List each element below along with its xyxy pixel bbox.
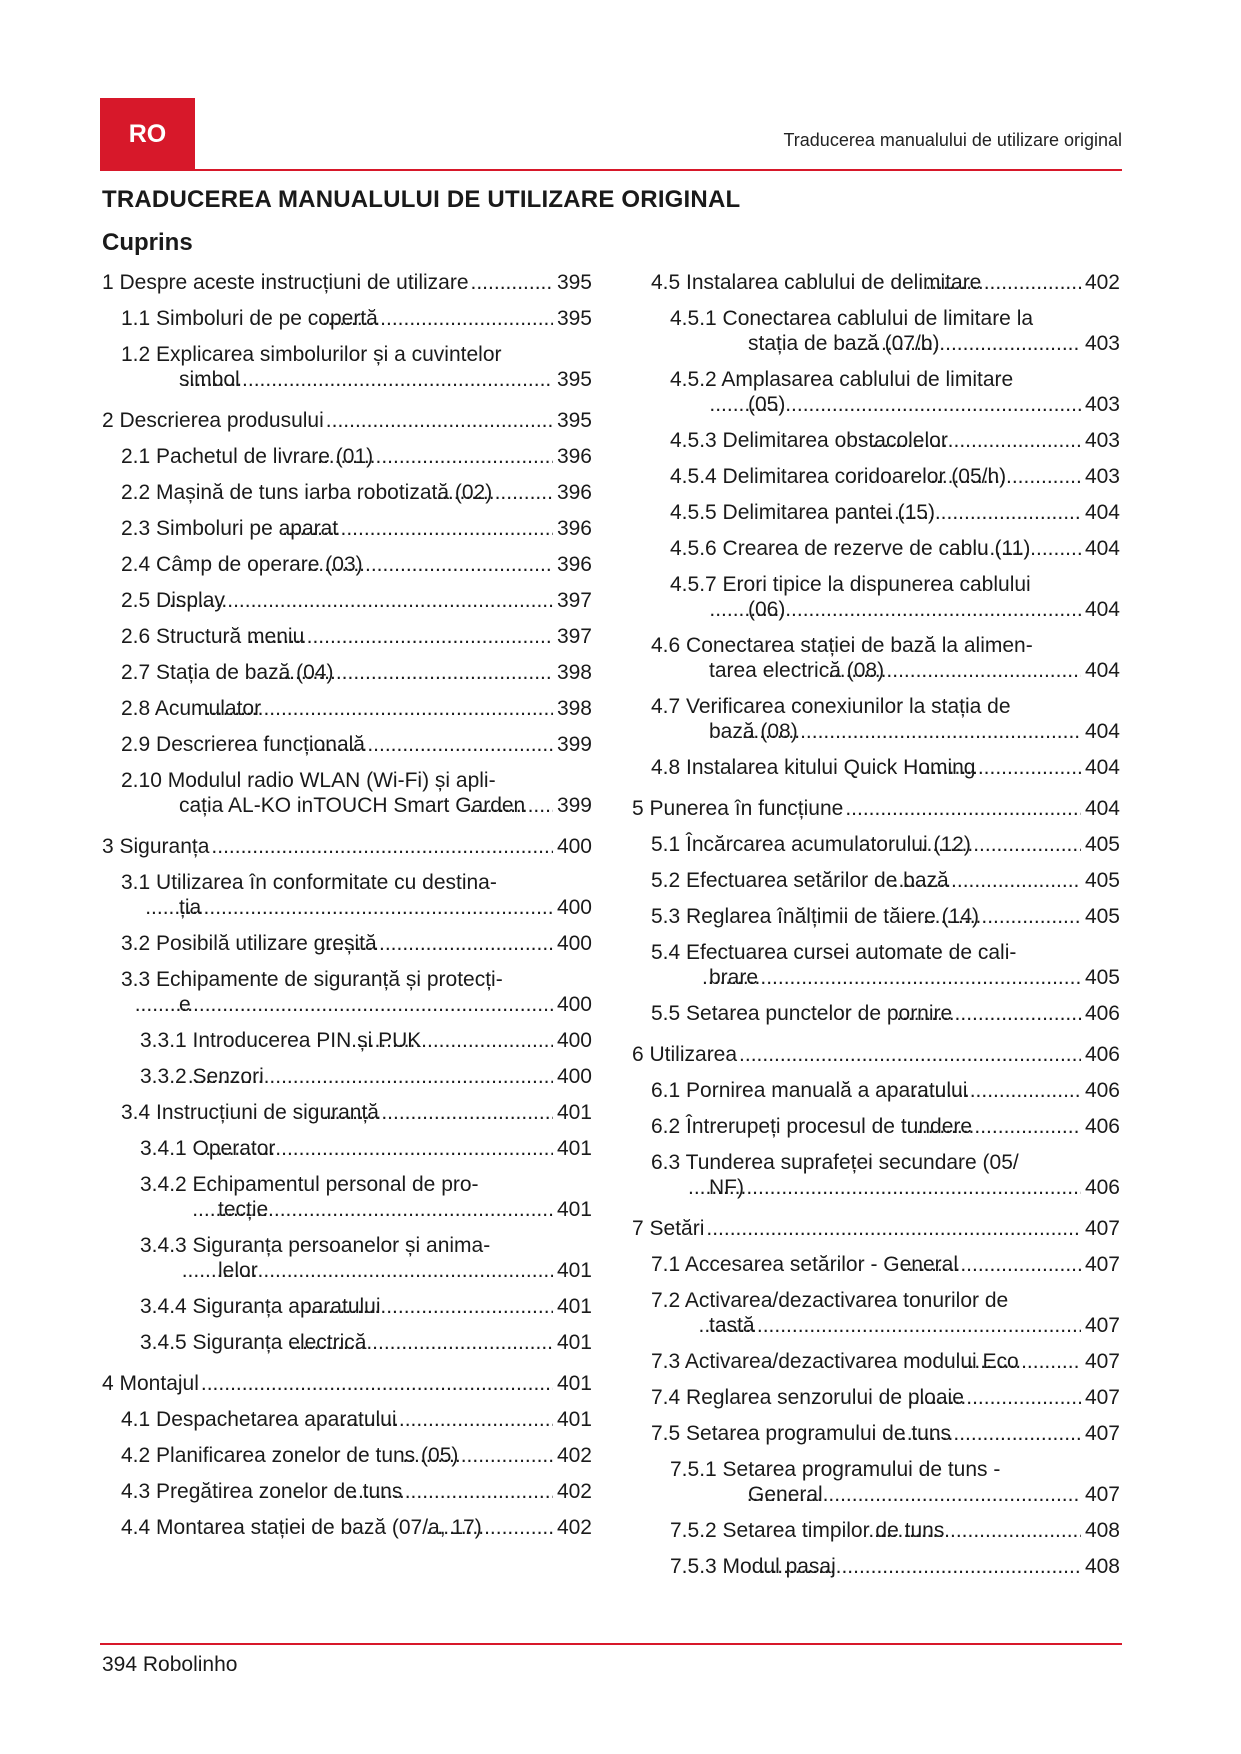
toc-entry[interactable] bbox=[632, 1349, 1120, 1374]
toc-entry[interactable] bbox=[102, 1371, 592, 1396]
toc-entry-page: 400 bbox=[556, 896, 592, 919]
toc-entry-page: 401 bbox=[556, 1408, 592, 1431]
toc-entry-title: 6 Utilizarea ..... bbox=[632, 1042, 1081, 1067]
toc-entry-page: 404 bbox=[1084, 756, 1120, 779]
toc-entry-title: 4 Montajul ..... bbox=[102, 1371, 553, 1396]
toc-entry[interactable] bbox=[102, 967, 592, 1017]
toc-entry[interactable] bbox=[632, 1288, 1120, 1338]
toc-entry-title: 3.4.1 Operator ..... bbox=[140, 1136, 553, 1161]
toc-entry-page: 407 bbox=[1084, 1350, 1120, 1373]
toc-entry-page: 403 bbox=[1084, 465, 1120, 488]
toc-entry-title: 3 Siguranța ..... bbox=[102, 834, 553, 859]
toc-entry-title: 2 Descrierea produsului ..... bbox=[102, 408, 553, 433]
toc-entry[interactable] bbox=[632, 270, 1120, 295]
toc-entry[interactable] bbox=[102, 1443, 592, 1468]
toc-entry-page: 404 bbox=[1084, 659, 1120, 682]
toc-entry[interactable] bbox=[632, 940, 1120, 990]
toc-entry-title: 4.5.1 Conectarea cablului de limitare la stația de bază (07/b) ..... bbox=[670, 306, 1081, 356]
toc-entry-page: 402 bbox=[556, 1516, 592, 1539]
toc-entry-page: 406 bbox=[1084, 1079, 1120, 1102]
toc-entry-title: 7.5.1 Setarea programului de tuns - General ..... bbox=[670, 1457, 1081, 1507]
toc-entry[interactable] bbox=[632, 1114, 1120, 1139]
toc-entry-page: 407 bbox=[1084, 1217, 1120, 1240]
toc-entry-page: 395 bbox=[556, 409, 592, 432]
toc-entry-title: 3.1 Utilizarea în conformitate cu destina- ția ..... bbox=[121, 870, 553, 920]
toc-entry-page: 396 bbox=[556, 517, 592, 540]
toc-entry-title: 2.8 Acumulator ..... bbox=[121, 696, 553, 721]
toc-entry-title: 6.2 Întrerupeți procesul de tundere ..... bbox=[651, 1114, 1081, 1139]
toc-entry-title: 5 Punerea în funcțiune ..... bbox=[632, 796, 1081, 821]
toc-entry-title: 7.4 Reglarea senzorului de ploaie ..... bbox=[651, 1385, 1081, 1410]
toc-entry-title: 5.3 Reglarea înălțimii de tăiere (14) ..... bbox=[651, 904, 1081, 929]
toc-entry-page: 402 bbox=[556, 1480, 592, 1503]
toc-entry-title: 3.4.2 Echipamentul personal de pro- tecție ..... bbox=[140, 1172, 553, 1222]
toc-entry-title: 3.3.1 Introducerea PIN și PUK ..... bbox=[140, 1028, 553, 1053]
toc-entry-page: 404 bbox=[1084, 537, 1120, 560]
toc-entry-title: 2.7 Stația de bază (04) ..... bbox=[121, 660, 553, 685]
toc-entry-page: 400 bbox=[556, 1029, 592, 1052]
toc-entry[interactable] bbox=[102, 306, 592, 331]
toc-entry-page: 402 bbox=[1084, 271, 1120, 294]
toc-entry-title: 3.4.5 Siguranța electrică ..... bbox=[140, 1330, 553, 1355]
toc-entry[interactable] bbox=[102, 1172, 592, 1222]
toc-entry-page: 407 bbox=[1084, 1253, 1120, 1276]
toc-entry-title: 4.8 Instalarea kitului Quick Homing ..... bbox=[651, 755, 1081, 780]
toc-entry[interactable] bbox=[632, 572, 1120, 622]
document-title: TRADUCEREA MANUALULUI DE UTILIZARE ORIGINAL bbox=[102, 186, 741, 213]
toc-entry[interactable] bbox=[632, 367, 1120, 417]
toc-entry-page: 399 bbox=[556, 733, 592, 756]
toc-entry-page: 404 bbox=[1084, 501, 1120, 524]
toc-entry[interactable] bbox=[102, 931, 592, 956]
toc-entry[interactable] bbox=[102, 1407, 592, 1432]
contents-heading: Cuprins bbox=[102, 229, 193, 256]
toc-entry-title: 5.2 Efectuarea setărilor de bază ..... bbox=[651, 868, 1081, 893]
toc-entry-page: 408 bbox=[1084, 1555, 1120, 1578]
toc-entry[interactable] bbox=[102, 1100, 592, 1125]
toc-entry[interactable] bbox=[632, 1001, 1120, 1026]
toc-entry-page: 401 bbox=[556, 1372, 592, 1395]
toc-entry-page: 405 bbox=[1084, 833, 1120, 856]
toc-entry[interactable] bbox=[102, 768, 592, 818]
toc-entry-page: 406 bbox=[1084, 1002, 1120, 1025]
toc-entry[interactable] bbox=[102, 1515, 592, 1540]
toc-entry-title: 7 Setări ..... bbox=[632, 1216, 1081, 1241]
toc-entry-page: 400 bbox=[556, 993, 592, 1016]
toc-entry-title: 2.1 Pachetul de livrare (01) ..... bbox=[121, 444, 553, 469]
toc-entry-page: 398 bbox=[556, 661, 592, 684]
toc-entry-page: 408 bbox=[1084, 1519, 1120, 1542]
toc-entry[interactable] bbox=[102, 480, 592, 505]
toc-entry-page: 401 bbox=[556, 1259, 592, 1282]
toc-entry-title: 4.5.5 Delimitarea pantei (15) ..... bbox=[670, 500, 1081, 525]
toc-entry[interactable] bbox=[632, 1252, 1120, 1277]
toc-entry[interactable] bbox=[102, 870, 592, 920]
toc-entry-title: 4.7 Verificarea conexiunilor la stația de bază (08) ..... bbox=[651, 694, 1081, 744]
toc-entry-page: 402 bbox=[556, 1444, 592, 1467]
toc-entry-title: 7.3 Activarea/dezactivarea modului Eco ..... bbox=[651, 1349, 1081, 1374]
header-divider bbox=[100, 169, 1122, 171]
toc-entry-page: 397 bbox=[556, 625, 592, 648]
toc-entry-page: 400 bbox=[556, 932, 592, 955]
toc-left-column bbox=[102, 270, 592, 1551]
toc-entry[interactable] bbox=[632, 796, 1120, 821]
toc-entry[interactable] bbox=[632, 1078, 1120, 1103]
toc-entry-title: 5.1 Încărcarea acumulatorului (12) ..... bbox=[651, 832, 1081, 857]
toc-entry-title: 2.2 Mașină de tuns iarba robotizată (02) ..... bbox=[121, 480, 553, 505]
footer-divider bbox=[100, 1643, 1122, 1645]
toc-entry-title: 2.4 Câmp de operare (03) ..... bbox=[121, 552, 553, 577]
toc-entry[interactable] bbox=[632, 500, 1120, 525]
toc-entry-title: 4.5.2 Amplasarea cablului de limitare (05) ..... bbox=[670, 367, 1081, 417]
toc-entry-page: 400 bbox=[556, 1065, 592, 1088]
toc-entry-title: 2.3 Simboluri pe aparat ..... bbox=[121, 516, 553, 541]
toc-entry-page: 396 bbox=[556, 553, 592, 576]
toc-entry[interactable] bbox=[102, 834, 592, 859]
running-header-title: Traducerea manualului de utilizare original bbox=[783, 130, 1122, 150]
toc-entry[interactable] bbox=[102, 1330, 592, 1355]
toc-entry-title: 4.1 Despachetarea aparatului ..... bbox=[121, 1407, 553, 1432]
toc-entry-page: 401 bbox=[556, 1198, 592, 1221]
toc-entry-page: 405 bbox=[1084, 869, 1120, 892]
toc-entry[interactable] bbox=[102, 270, 592, 295]
toc-entry-page: 401 bbox=[556, 1101, 592, 1124]
toc-entry[interactable] bbox=[102, 696, 592, 721]
toc-entry[interactable] bbox=[632, 868, 1120, 893]
toc-entry-page: 404 bbox=[1084, 797, 1120, 820]
toc-entry-title: 7.2 Activarea/dezactivarea tonurilor de tastă ..... bbox=[651, 1288, 1081, 1338]
toc-entry-title: 2.6 Structură meniu ..... bbox=[121, 624, 553, 649]
toc-entry[interactable] bbox=[102, 660, 592, 685]
toc-entry[interactable] bbox=[102, 588, 592, 613]
toc-entry[interactable] bbox=[102, 624, 592, 649]
toc-entry-title: 4.3 Pregătirea zonelor de tuns ..... bbox=[121, 1479, 553, 1504]
toc-entry-page: 398 bbox=[556, 697, 592, 720]
toc-entry-title: 3.2 Posibilă utilizare greșită ..... bbox=[121, 931, 553, 956]
toc-entry-page: 404 bbox=[1084, 720, 1120, 743]
toc-entry[interactable] bbox=[102, 1294, 592, 1319]
toc-entry-title: 3.4.3 Siguranța persoanelor și anima- lelor ..... bbox=[140, 1233, 553, 1283]
toc-entry-page: 397 bbox=[556, 589, 592, 612]
toc-entry-title: 3.3.2 Senzori ..... bbox=[140, 1064, 553, 1089]
toc-entry[interactable] bbox=[632, 306, 1120, 356]
toc-entry[interactable] bbox=[632, 536, 1120, 561]
toc-entry-page: 403 bbox=[1084, 429, 1120, 452]
toc-entry-page: 401 bbox=[556, 1331, 592, 1354]
toc-entry-title: 4.5 Instalarea cablului de delimitare ..... bbox=[651, 270, 1081, 295]
toc-entry-title: 7.5.3 Modul pasaj ..... bbox=[670, 1554, 1081, 1579]
toc-entry-title: 6.3 Tunderea suprafeței secundare (05/ NF) ..... bbox=[651, 1150, 1081, 1200]
toc-entry-title: 1.2 Explicarea simbolurilor și a cuvintelor simbol ..... bbox=[121, 342, 553, 392]
toc-entry-page: 405 bbox=[1084, 966, 1120, 989]
toc-entry[interactable] bbox=[632, 1457, 1120, 1507]
toc-entry-title: 4.5.6 Crearea de rezerve de cablu (11) ..... bbox=[670, 536, 1081, 561]
toc-right-column bbox=[632, 270, 1120, 1590]
toc-entry-title: 3.4.4 Siguranța aparatului ..... bbox=[140, 1294, 553, 1319]
toc-entry-page: 405 bbox=[1084, 905, 1120, 928]
toc-entry-page: 406 bbox=[1084, 1115, 1120, 1138]
footer-page-label: 394 Robolinho bbox=[102, 1653, 238, 1676]
toc-entry[interactable] bbox=[632, 428, 1120, 453]
toc-entry-title: 4.4 Montarea stației de bază (07/a, 17) ..... bbox=[121, 1515, 553, 1540]
toc-entry-page: 396 bbox=[556, 481, 592, 504]
toc-entry-title: 5.5 Setarea punctelor de pornire ..... bbox=[651, 1001, 1081, 1026]
toc-entry[interactable] bbox=[102, 1028, 592, 1053]
toc-entry[interactable] bbox=[102, 1479, 592, 1504]
toc-entry[interactable] bbox=[632, 832, 1120, 857]
toc-entry-page: 406 bbox=[1084, 1176, 1120, 1199]
toc-entry[interactable] bbox=[632, 633, 1120, 683]
toc-entry[interactable] bbox=[632, 464, 1120, 489]
toc-entry-page: 406 bbox=[1084, 1043, 1120, 1066]
toc-entry[interactable] bbox=[102, 1233, 592, 1283]
toc-entry-title: 5.4 Efectuarea cursei automate de cali- brare ..... bbox=[651, 940, 1081, 990]
toc-entry[interactable] bbox=[632, 694, 1120, 744]
toc-entry-title: 6.1 Pornirea manuală a aparatului ..... bbox=[651, 1078, 1081, 1103]
toc-entry[interactable] bbox=[102, 552, 592, 577]
toc-entry-page: 407 bbox=[1084, 1422, 1120, 1445]
toc-entry-title: 4.5.3 Delimitarea obstacolelor ..... bbox=[670, 428, 1081, 453]
toc-entry-page: 401 bbox=[556, 1295, 592, 1318]
toc-entry[interactable] bbox=[102, 408, 592, 433]
toc-entry-page: 403 bbox=[1084, 332, 1120, 355]
toc-entry[interactable] bbox=[102, 1064, 592, 1089]
toc-entry[interactable] bbox=[632, 755, 1120, 780]
toc-entry-title: 2.5 Display ..... bbox=[121, 588, 553, 613]
toc-entry[interactable] bbox=[102, 444, 592, 469]
toc-entry-title: 7.5.2 Setarea timpilor de tuns ..... bbox=[670, 1518, 1081, 1543]
toc-entry-title: 4.5.4 Delimitarea coridoarelor (05/h) ..... bbox=[670, 464, 1081, 489]
toc-entry-title: 3.4 Instrucțiuni de siguranță ..... bbox=[121, 1100, 553, 1125]
toc-entry-page: 396 bbox=[556, 445, 592, 468]
toc-entry-page: 404 bbox=[1084, 598, 1120, 621]
toc-entry-page: 395 bbox=[556, 368, 592, 391]
toc-entry-title: 4.6 Conectarea stației de bază la alimen- tarea electrică (08) ..... bbox=[651, 633, 1081, 683]
toc-entry[interactable] bbox=[632, 1150, 1120, 1200]
toc-entry-page: 395 bbox=[556, 307, 592, 330]
toc-entry[interactable] bbox=[102, 732, 592, 757]
toc-entry[interactable] bbox=[632, 1421, 1120, 1446]
toc-entry-title: 2.9 Descrierea funcțională ..... bbox=[121, 732, 553, 757]
toc-entry-title: 2.10 Modulul radio WLAN (Wi-Fi) și apli- cația AL-KO inTOUCH Smart Garden ..... bbox=[121, 768, 553, 818]
toc-entry-page: 401 bbox=[556, 1137, 592, 1160]
toc-entry-page: 400 bbox=[556, 835, 592, 858]
toc-entry[interactable] bbox=[102, 516, 592, 541]
toc-entry[interactable] bbox=[632, 904, 1120, 929]
toc-entry[interactable] bbox=[632, 1385, 1120, 1410]
toc-entry[interactable] bbox=[102, 342, 592, 392]
toc-entry-title: 1 Despre aceste instrucțiuni de utilizare ..... bbox=[102, 270, 553, 295]
toc-entry-title: 1.1 Simboluri de pe copertă ..... bbox=[121, 306, 553, 331]
toc-entry-title: 7.1 Accesarea setărilor - General ..... bbox=[651, 1252, 1081, 1277]
toc-entry[interactable] bbox=[632, 1554, 1120, 1579]
toc-entry-page: 407 bbox=[1084, 1314, 1120, 1337]
language-badge: RO bbox=[100, 98, 195, 170]
toc-entry[interactable] bbox=[632, 1216, 1120, 1241]
toc-entry-page: 399 bbox=[556, 794, 592, 817]
toc-entry-page: 407 bbox=[1084, 1483, 1120, 1506]
toc-entry-page: 407 bbox=[1084, 1386, 1120, 1409]
toc-entry-title: 3.3 Echipamente de siguranță și protecți- e ..... bbox=[121, 967, 553, 1017]
toc-entry[interactable] bbox=[632, 1518, 1120, 1543]
toc-entry-title: 7.5 Setarea programului de tuns ..... bbox=[651, 1421, 1081, 1446]
toc-entry-title: 4.5.7 Erori tipice la dispunerea cablului (06) ..... bbox=[670, 572, 1081, 622]
toc-entry-title: 4.2 Planificarea zonelor de tuns (05) ..... bbox=[121, 1443, 553, 1468]
toc-entry[interactable] bbox=[102, 1136, 592, 1161]
toc-entry-page: 395 bbox=[556, 271, 592, 294]
toc-entry[interactable] bbox=[632, 1042, 1120, 1067]
toc-entry-page: 403 bbox=[1084, 393, 1120, 416]
